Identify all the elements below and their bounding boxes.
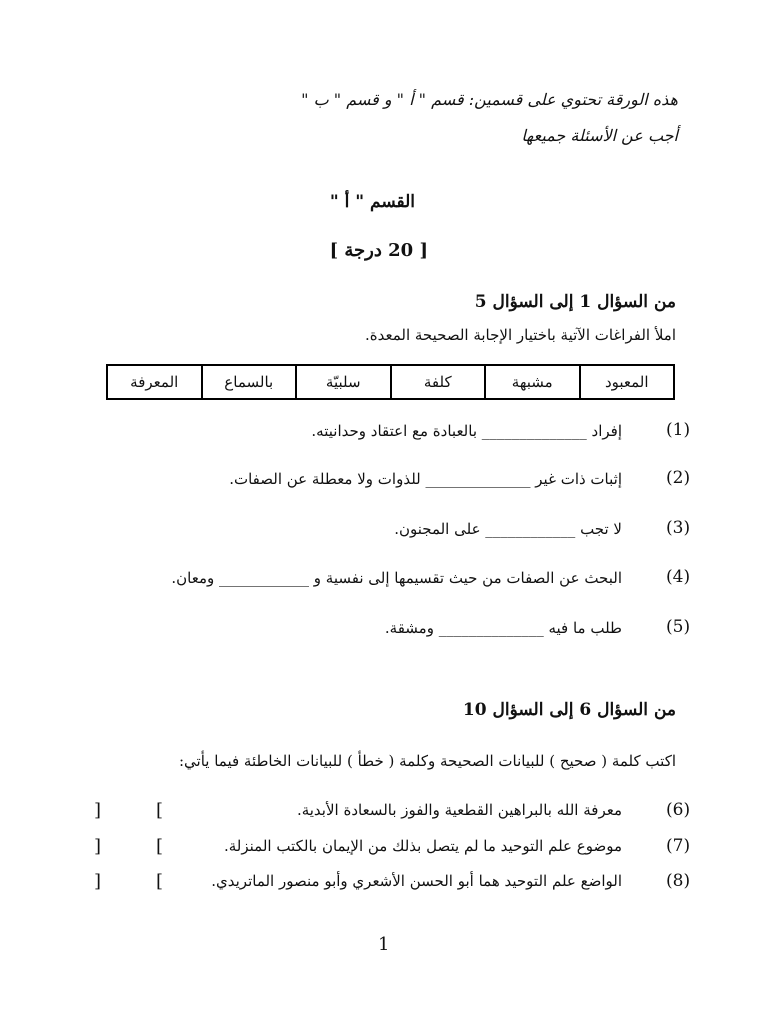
answer-bracket-left: ] xyxy=(94,836,102,857)
question-text: البحث عن الصفات من حيث تقسيمها إلى نفسية و ____________ ومعان. xyxy=(171,569,622,587)
word-bank-cell: بالسماع xyxy=(202,365,297,399)
part1-instruction: املأ الفراغات الآتية باختيار الإجابة الصحيحة المعدة. xyxy=(364,326,676,344)
section-title: القسم " أ " xyxy=(329,192,415,212)
question-text: موضوع علم التوحيد ما لم يتصل بذلك من الإيمان بالكتب المنزلة. xyxy=(223,837,622,855)
question-text: معرفة الله بالبراهين القطعية والفوز بالسعادة الأبدية. xyxy=(296,801,622,819)
question-number: (8) xyxy=(666,871,691,891)
question-number: (4) xyxy=(666,567,691,587)
grade-label: [ 20 درجة ] xyxy=(329,240,428,261)
part2-instruction: اكتب كلمة ( صحيح ) للبيانات الصحيحة وكلمة ( خطأ ) للبيانات الخاطئة فيما يأتي: xyxy=(178,752,676,770)
question-text: لا تجب ____________ على المجنون. xyxy=(394,520,622,538)
question-text: إثبات ذات غير ______________ للذوات ولا معطلة عن الصفات. xyxy=(229,470,622,488)
question-number: (2) xyxy=(666,468,691,488)
question-number: (1) xyxy=(666,420,691,440)
intro-line-2: أجب عن الأسئلة جميعها xyxy=(521,126,678,145)
question-number: (6) xyxy=(666,800,691,820)
answer-bracket-right: [ xyxy=(156,871,164,892)
intro-line-1: هذه الورقة تحتوي على قسمين: قسم " أ " و قسم " ب " xyxy=(301,90,678,109)
question-number: (7) xyxy=(666,836,691,856)
word-bank-cell: كلفة xyxy=(391,365,486,399)
part2-heading: من السؤال 6 إلى السؤال 10 xyxy=(462,700,676,720)
answer-bracket-left: ] xyxy=(94,871,102,892)
answer-bracket-right: [ xyxy=(156,836,164,857)
answer-bracket-left: ] xyxy=(94,800,102,821)
answer-bracket-right: [ xyxy=(156,800,164,821)
question-text: إفراد ______________ بالعبادة مع اعتقاد وحدانيته. xyxy=(311,422,622,440)
word-bank-cell: مشبهة xyxy=(485,365,580,399)
word-bank-cell: سلبيّة xyxy=(296,365,391,399)
word-bank-table xyxy=(106,364,675,400)
question-number: (3) xyxy=(666,518,691,538)
part1-heading: من السؤال 1 إلى السؤال 5 xyxy=(474,292,676,312)
word-bank-cell: المعبود xyxy=(580,365,675,399)
question-text: طلب ما فيه ______________ ومشقة. xyxy=(384,619,622,637)
word-bank-cell: المعرفة xyxy=(107,365,202,399)
question-number: (5) xyxy=(666,617,691,637)
page-number: 1 xyxy=(378,934,390,955)
question-text: الواضع علم التوحيد هما أبو الحسن الأشعري وأبو منصور الماتريدي. xyxy=(211,872,622,890)
